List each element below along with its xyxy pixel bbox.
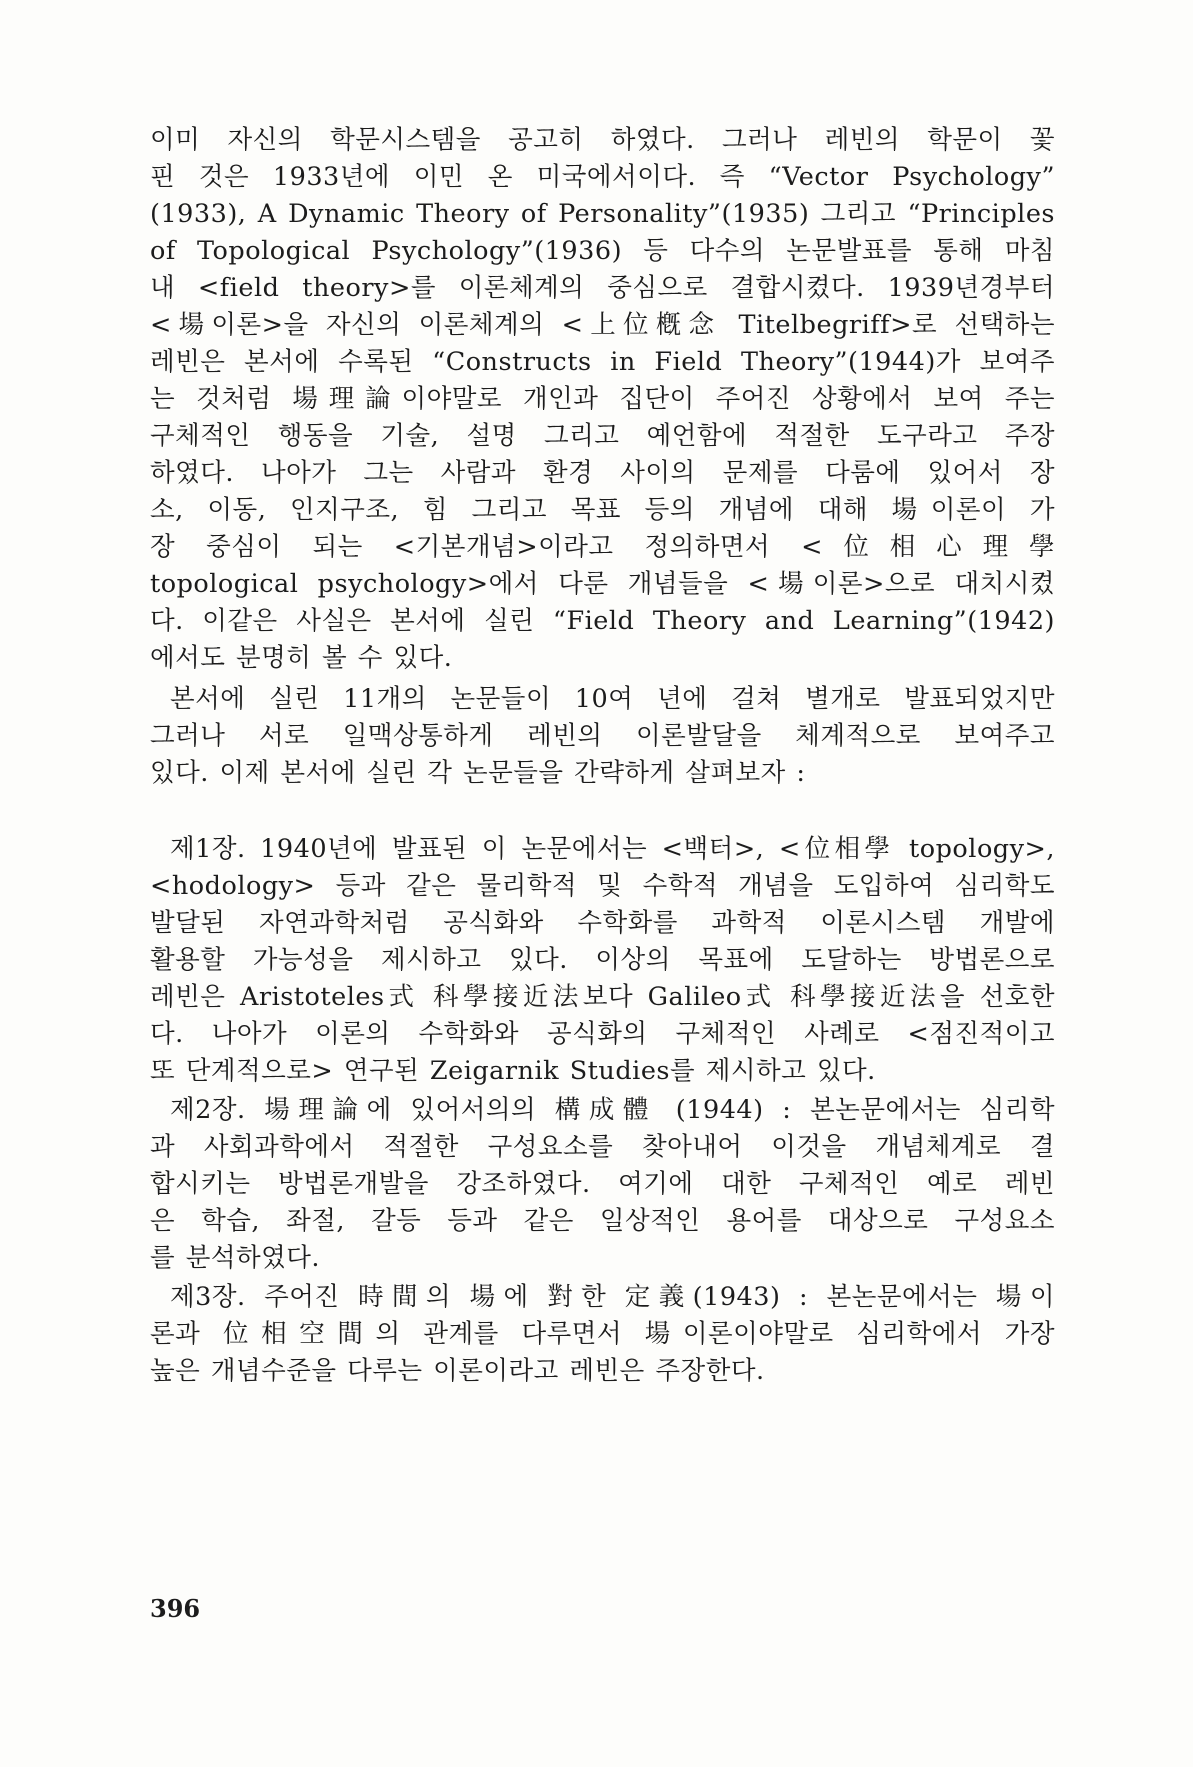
text-line: 그러나 서로 일맥상통하게 레빈의 이론발달을 체계적으로 보여주고 <box>150 721 1055 751</box>
text-line: 있다. 이제 본서에 실린 각 논문들을 간략하게 살펴보자 : <box>150 758 806 788</box>
text-line: 본서에 실린 11개의 논문들이 10여 년에 걸쳐 별개로 발표되었지만 <box>170 684 1055 714</box>
text-line: 이미 자신의 학문시스템을 공고히 하였다. 그러나 레빈의 학문이 꽃 <box>150 125 1055 155</box>
text-line: (1933), A Dynamic Theory of Personality”(1935) 그리고 “Principles <box>150 199 1055 229</box>
text-line: 또 단계적으로> 연구된 Zeigarnik Studies를 제시하고 있다. <box>150 1056 876 1086</box>
text-line: of Topological Psychology”(1936) 등 다수의 논문발표를 통해 마침 <box>150 236 1055 266</box>
text-line: 를 분석하였다. <box>150 1243 321 1273</box>
text-line: <hodology> 등과 같은 물리학적 및 수학적 개념을 도입하여 심리학도 <box>150 871 1055 901</box>
text-line: 는 것처럼 場理論이야말로 개인과 집단이 주어진 상황에서 보여 주는 <box>150 384 1055 414</box>
text-line: 론과 位相空間의 관계를 다루면서 場이론이야말로 심리학에서 가장 <box>150 1319 1055 1349</box>
text-line: 활용할 가능성을 제시하고 있다. 이상의 목표에 도달하는 방법론으로 <box>150 945 1055 975</box>
text-line: 발달된 자연과학처럼 공식화와 수학화를 과학적 이론시스템 개발에 <box>150 908 1055 938</box>
text-line: 다. 이같은 사실은 본서에 실린 “Field Theory and Learning”(1942) <box>150 606 1055 636</box>
text-line: 은 학습, 좌절, 갈등 등과 같은 일상적인 용어를 대상으로 구성요소 <box>150 1206 1055 1236</box>
text-line: 과 사회과학에서 적절한 구성요소를 찾아내어 이것을 개념체계로 결 <box>150 1132 1055 1162</box>
text-line: 높은 개념수준을 다루는 이론이라고 레빈은 주장한다. <box>150 1356 765 1386</box>
text-line: topological psychology>에서 다룬 개념들을 <場이론>으로 대치시켰 <box>150 569 1055 599</box>
text-line: 레빈은 본서에 수록된 “Constructs in Field Theory”(1944)가 보여주 <box>150 347 1055 377</box>
text-line: 합시키는 방법론개발을 강조하였다. 여기에 대한 구체적인 예로 레빈 <box>150 1169 1055 1199</box>
text-line: 핀 것은 1933년에 이민 온 미국에서이다. 즉 “Vector Psychology” <box>150 162 1055 192</box>
text-line: <場이론>을 자신의 이론체계의 <上位槪念 Titelbegriff>로 선택하는 <box>150 310 1055 340</box>
text-line: 제3장. 주어진 時間의 場에 對한 定義(1943) : 본논문에서는 場이 <box>170 1282 1055 1312</box>
text-line: 다. 나아가 이론의 수학화와 공식화의 구체적인 사례로 <점진적이고 <box>150 1019 1055 1049</box>
text-line: 제1장. 1940년에 발표된 이 논문에서는 <백터>, <位相學 topology>, <box>170 834 1055 864</box>
text-line: 에서도 분명히 볼 수 있다. <box>150 643 453 673</box>
text-line: 구체적인 행동을 기술, 설명 그리고 예언함에 적절한 도구라고 주장 <box>150 421 1055 451</box>
text-line: 레빈은 Aristoteles式 科學接近法보다 Galileo式 科學接近法을 선호한 <box>150 982 1055 1012</box>
text-line: 하였다. 나아가 그는 사람과 환경 사이의 문제를 다룸에 있어서 장 <box>150 458 1055 488</box>
text-line: 장 중심이 되는 <기본개념>이라고 정의하면서 <位相心理學 <box>150 532 1055 562</box>
text-line: 내 <field theory>를 이론체계의 중심으로 결합시켰다. 1939년경부터 <box>150 273 1055 303</box>
text-line: 소, 이동, 인지구조, 힘 그리고 목표 등의 개념에 대해 場이론이 가 <box>150 495 1055 525</box>
page-number: 396 <box>150 1594 201 1623</box>
text-line: 제2장. 場理論에 있어서의의 構成體 (1944) : 본논문에서는 심리학 <box>170 1095 1055 1125</box>
